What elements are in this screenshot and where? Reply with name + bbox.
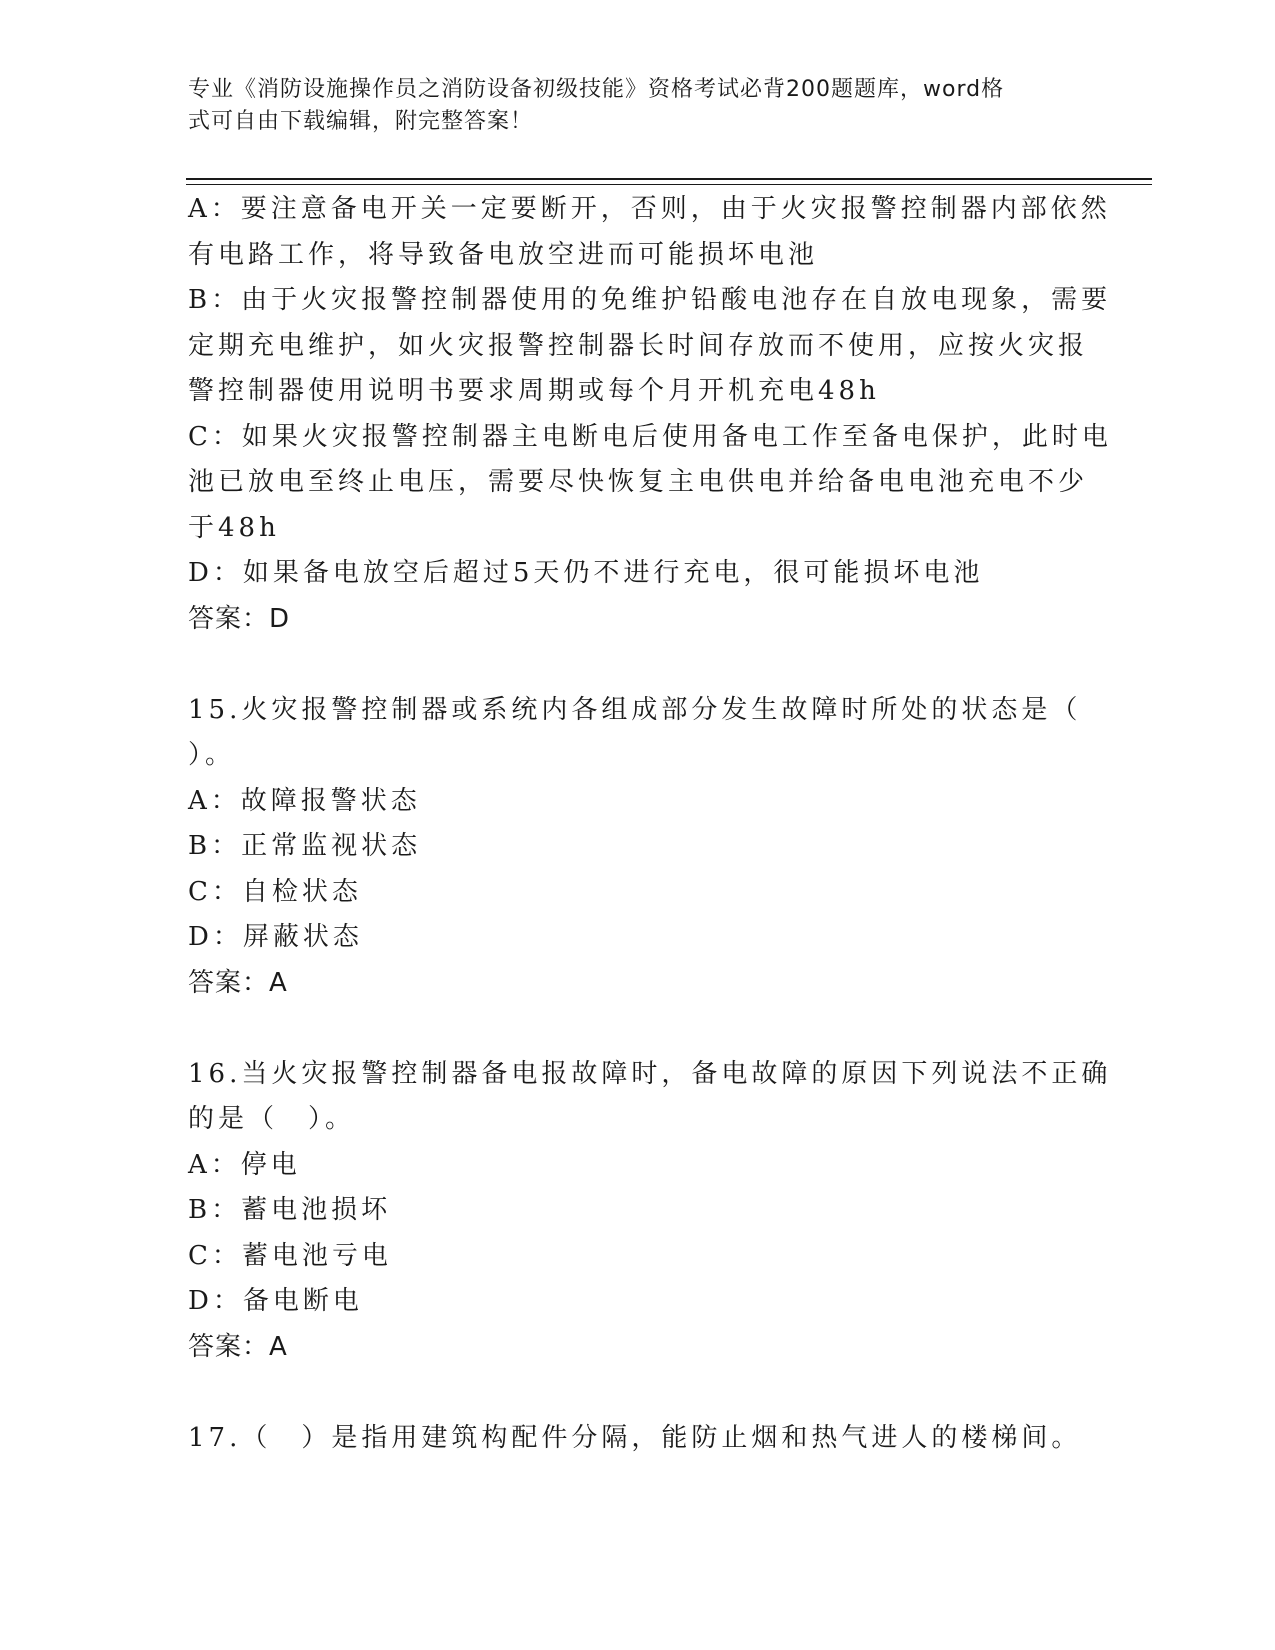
question-answer: 答案：A	[188, 967, 288, 998]
question-spacer	[188, 1370, 1088, 1416]
question-option-b: B：正常监视状态	[188, 831, 422, 861]
question-16	[188, 1052, 1112, 1371]
option-line: D：如果备电放空后超过5天仍不进行充电，很可能损坏电池	[188, 558, 984, 588]
question-option-a: A：停电	[188, 1149, 301, 1180]
header-divider-thick	[186, 178, 1152, 180]
header-line-2: 式可自由下载编辑，附完整答案！	[188, 109, 534, 134]
question-15	[188, 688, 1088, 1007]
option-line: 定期充电维护，如火灾报警控制器长时间存放而不使用，应按火灾报	[188, 330, 1089, 361]
question-stem-line: 的是（ ）。	[188, 1104, 356, 1134]
option-line: 池已放电至终止电压，需要尽快恢复主电供电并给备电电池充电不少	[188, 467, 1089, 497]
question-option-d: D：备电断电	[188, 1286, 363, 1316]
prev-question-option-d	[188, 551, 1088, 597]
header-divider-thin	[186, 184, 1152, 185]
prev-question-option-b	[188, 278, 1112, 415]
question-option-a: A：故障报警状态	[188, 785, 421, 816]
question-option-b: B：蓄电池损坏	[188, 1195, 392, 1225]
question-option-c: C：自检状态	[188, 876, 362, 907]
option-line: 于48h	[188, 512, 280, 543]
question-spacer	[188, 642, 1088, 688]
question-answer: 答案：A	[188, 1331, 288, 1362]
question-option-d: D：屏蔽状态	[188, 922, 363, 952]
header-line-1: 专业《消防设施操作员之消防设备初级技能》资格考试必背200题题库，word格	[188, 77, 1005, 102]
question-spacer	[188, 1006, 1088, 1052]
prev-question-option-a	[188, 187, 1111, 278]
prev-question-answer: 答案：D	[188, 603, 291, 634]
question-17	[188, 1416, 1088, 1462]
option-line: C：如果火灾报警控制器主电断电后使用备电工作至备电保护，此时电	[188, 421, 1112, 452]
option-line: A：要注意备电开关一定要断开，否则，由于火灾报警控制器内部依然	[188, 194, 1111, 224]
option-line: 警控制器使用说明书要求周期或每个月开机充电48h	[188, 376, 880, 406]
option-line: B：由于火灾报警控制器使用的免维护铅酸电池存在自放电现象，需要	[188, 285, 1112, 315]
question-stem-line: 15.火灾报警控制器或系统内各组成部分发生故障时所处的状态是（	[188, 694, 1082, 725]
question-stem-line: ）。	[188, 740, 236, 770]
document-header	[188, 74, 1068, 138]
option-line: 有电路工作，将导致备电放空进而可能损坏电池	[188, 239, 819, 270]
prev-question-option-c	[188, 415, 1112, 552]
question-stem-line: 16.当火灾报警控制器备电报故障时，备电故障的原因下列说法不正确	[188, 1058, 1112, 1089]
question-option-c: C：蓄电池亏电	[188, 1240, 392, 1271]
question-stem-line: 17.（ ）是指用建筑构配件分隔，能防止烟和热气进人的楼梯间。	[188, 1422, 1082, 1453]
question-content	[188, 187, 1112, 1461]
